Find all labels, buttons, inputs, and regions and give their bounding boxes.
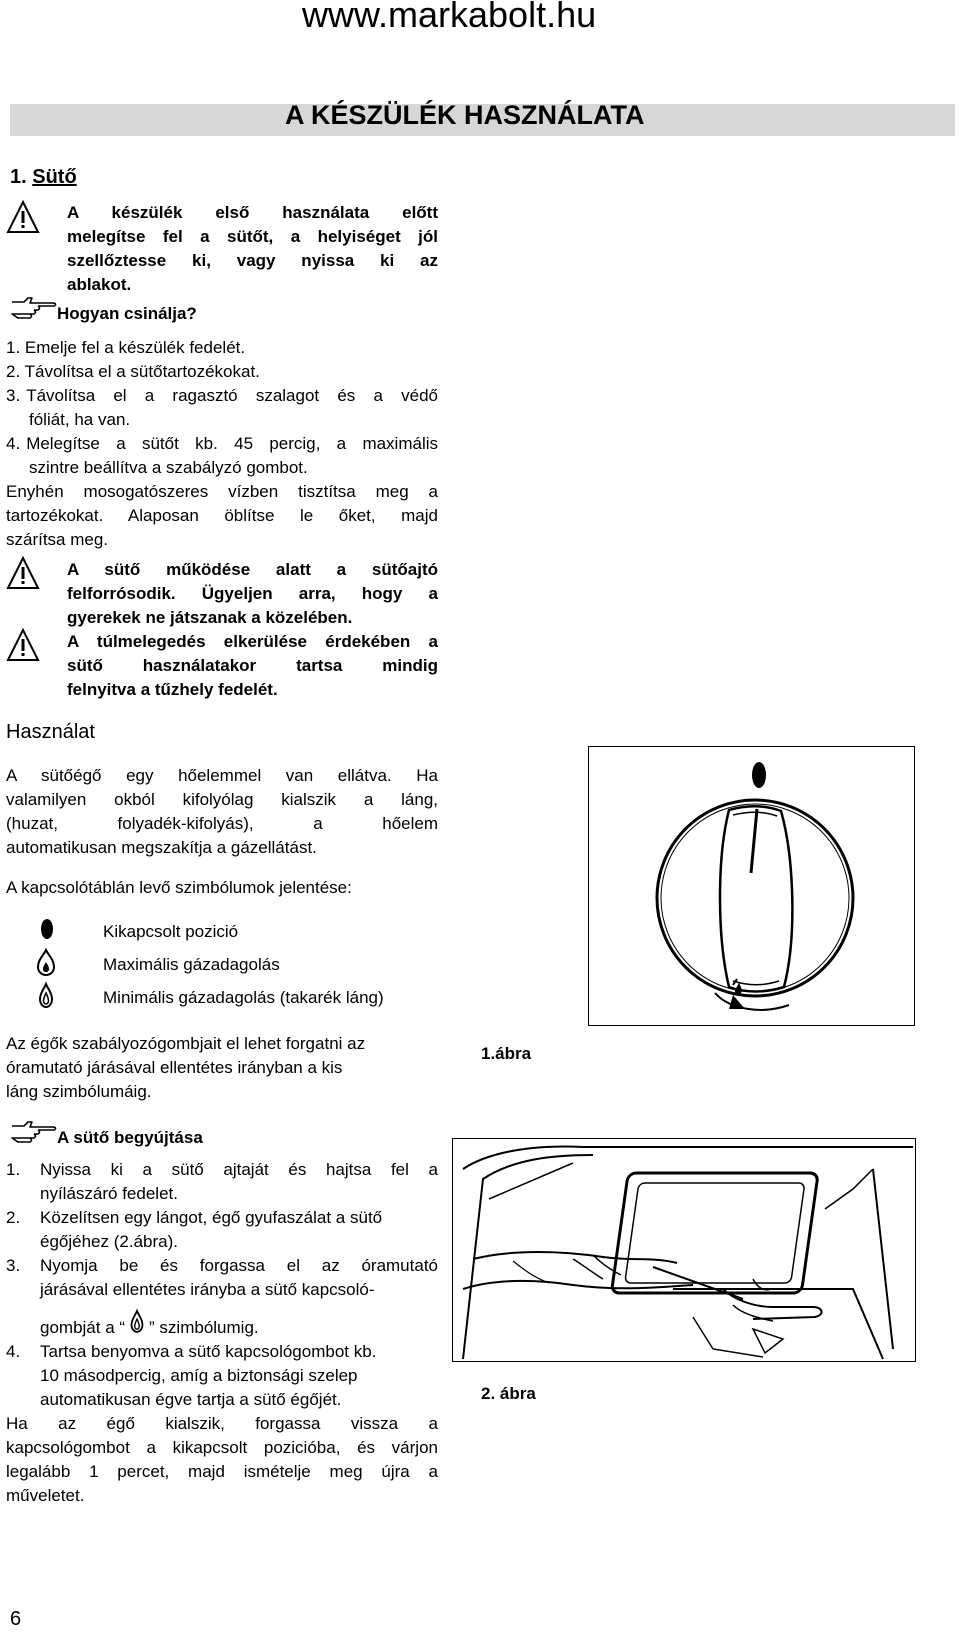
- step-text: automatikusan égve tartja a sütő égőjét.: [40, 1390, 342, 1409]
- step-text: Melegítse a sütőt kb. 45 percig, a maximális: [26, 434, 438, 453]
- step-text: Tartsa benyomva a sütő kapcsológombot kb.: [40, 1342, 377, 1361]
- warning-line: felforrósodik. Ügyeljen arra, hogy a: [67, 584, 438, 603]
- step-number: 2.: [6, 1208, 21, 1227]
- warning-line: felnyitva a tűzhely fedelét.: [67, 680, 278, 699]
- paragraph-line: láng szimbólumáig.: [6, 1082, 152, 1101]
- step-text: Nyomja be és forgassa el az óramutató: [40, 1256, 438, 1275]
- usage-paragraph: [6, 764, 438, 860]
- symbol-label-min: Minimális gázadagolás (takarék láng): [103, 988, 384, 1007]
- step-text: ” szimbólumig.: [149, 1318, 259, 1337]
- paragraph-line: A sütőégő egy hőelemmel van ellátva. Ha: [6, 766, 438, 785]
- step-number: 2.: [6, 362, 21, 381]
- header-bar: [10, 100, 955, 136]
- burner-illustration: [453, 1139, 915, 1361]
- section-title: [10, 166, 77, 189]
- list-item: [6, 1340, 438, 1364]
- section-number: 1.: [10, 166, 27, 188]
- symbols-intro: A kapcsolótáblán levő szimbólumok jelentése:: [6, 878, 352, 897]
- step-text: gombját a “: [40, 1318, 126, 1337]
- list-item: [6, 360, 438, 384]
- figure1-caption: 1.ábra: [481, 1044, 532, 1063]
- rotate-paragraph: [6, 1032, 365, 1104]
- list-item: [6, 384, 438, 408]
- step-number: 4.: [6, 434, 21, 453]
- list-item: [6, 1158, 438, 1182]
- warning-icon: [6, 200, 40, 234]
- warning-line: gyerekek ne játszanak a közelében.: [67, 608, 353, 627]
- knob-illustration: [589, 747, 914, 1025]
- section-name: Sütő: [32, 166, 77, 188]
- warning-line: sütő használatakor tartsa mindig: [67, 656, 438, 675]
- warning-icon: [6, 628, 40, 662]
- step-text: járásával ellentétes irányba a sütő kapcsoló-: [40, 1280, 375, 1299]
- step-number: 3.: [6, 386, 21, 405]
- paragraph-line: valamilyen okból kifolyólag kialszik a láng,: [6, 790, 438, 809]
- warning-line: A készülék első használata előtt: [67, 203, 438, 222]
- page-number: 6: [10, 1608, 22, 1630]
- step-text: Közelítsen egy lángot, égő gyufaszálat a sütő: [40, 1208, 383, 1227]
- paragraph-line: szárítsa meg.: [6, 530, 109, 549]
- paragraph-line: óramutató járásával ellentétes irányban a kis: [6, 1058, 343, 1077]
- list-item: [6, 1206, 438, 1230]
- list-item: [6, 432, 438, 456]
- warning-line: A túlmelegedés elkerülése érdekében a: [67, 632, 438, 651]
- step-text: fóliát, ha van.: [29, 410, 131, 429]
- usage-heading: Használat: [6, 721, 95, 743]
- step-text: Távolítsa el a ragasztó szalagot és a védő: [26, 386, 438, 405]
- step-text: Emelje fel a készülék fedelét.: [24, 338, 246, 357]
- pointing-hand-icon: [10, 294, 58, 322]
- warning-line: melegítse fel a sütőt, a helyiséget jól: [67, 227, 438, 246]
- howto-label: Hogyan csinálja?: [57, 304, 197, 323]
- step-number: 1.: [6, 1160, 21, 1179]
- page-title: A KÉSZÜLÉK HASZNÁLATA: [285, 100, 645, 130]
- symbol-label-max: Maximális gázadagolás: [103, 955, 280, 974]
- paragraph-line: Az égők szabályozógombjait el lehet forgatni az: [6, 1034, 366, 1053]
- warning-line: A sütő működése alatt a sütőajtó: [67, 560, 438, 579]
- step-text: szintre beállítva a szabályzó gombot.: [29, 458, 308, 477]
- ignition-steps: [6, 1158, 438, 1508]
- figure-knob: [588, 746, 915, 1026]
- step-text: nyílászáró fedelet.: [40, 1184, 178, 1203]
- warning-icon: [6, 556, 40, 590]
- prep-steps: [6, 336, 438, 552]
- ignition-heading: A sütő begyújtása: [57, 1128, 203, 1147]
- figure2-caption: 2. ábra: [481, 1384, 536, 1403]
- step-number: 3.: [6, 1256, 21, 1275]
- warning-line: ablakot.: [67, 275, 132, 294]
- step-number: 1.: [6, 338, 21, 357]
- paragraph-line: Ha az égő kialszik, forgassa vissza a: [6, 1414, 438, 1433]
- paragraph-line: (huzat, folyadék-kifolyás), a hőelem: [6, 814, 438, 833]
- paragraph-line: műveletet.: [6, 1486, 85, 1505]
- pointing-hand-icon: [10, 1118, 58, 1146]
- step-text: Nyissa ki a sütő ajtaját és hajtsa fel a: [40, 1160, 438, 1179]
- paragraph-line: kapcsológombot a kikapcsolt pozicióba, és várjon: [6, 1438, 438, 1457]
- symbol-label-off: Kikapcsolt pozició: [103, 922, 239, 941]
- step-text: 10 másodpercig, amíg a biztonsági szelep: [40, 1366, 358, 1385]
- paragraph-line: legalább 1 percet, majd ismételje meg újra a: [6, 1462, 438, 1481]
- paragraph-line: automatikusan megszakítja a gázellátást.: [6, 838, 317, 857]
- small-flame-icon: [127, 1306, 147, 1336]
- paragraph-line: Enyhén mosogatószeres vízben tisztítsa meg a: [6, 482, 438, 501]
- small-flame-icon: [35, 981, 57, 1009]
- figure-ignition: [452, 1138, 916, 1362]
- paragraph-line: tartozékokat. Alaposan öblítse le őket, majd: [6, 506, 438, 525]
- step-text: [6, 1314, 438, 1340]
- list-item: [6, 1254, 438, 1278]
- warning-line: szellőztesse ki, vagy nyissa ki az: [67, 251, 438, 270]
- warning-first-use: [67, 201, 438, 297]
- site-url: www.markabolt.hu: [302, 0, 597, 35]
- step-text: égőjéhez (2.ábra).: [40, 1232, 178, 1251]
- step-text: Távolítsa el a sütőtartozékokat.: [24, 362, 260, 381]
- large-flame-icon: [35, 948, 57, 976]
- list-item: [6, 336, 438, 360]
- off-dot-icon: [36, 914, 58, 942]
- step-number: 4.: [6, 1342, 21, 1361]
- warning-hot-door: [67, 558, 438, 702]
